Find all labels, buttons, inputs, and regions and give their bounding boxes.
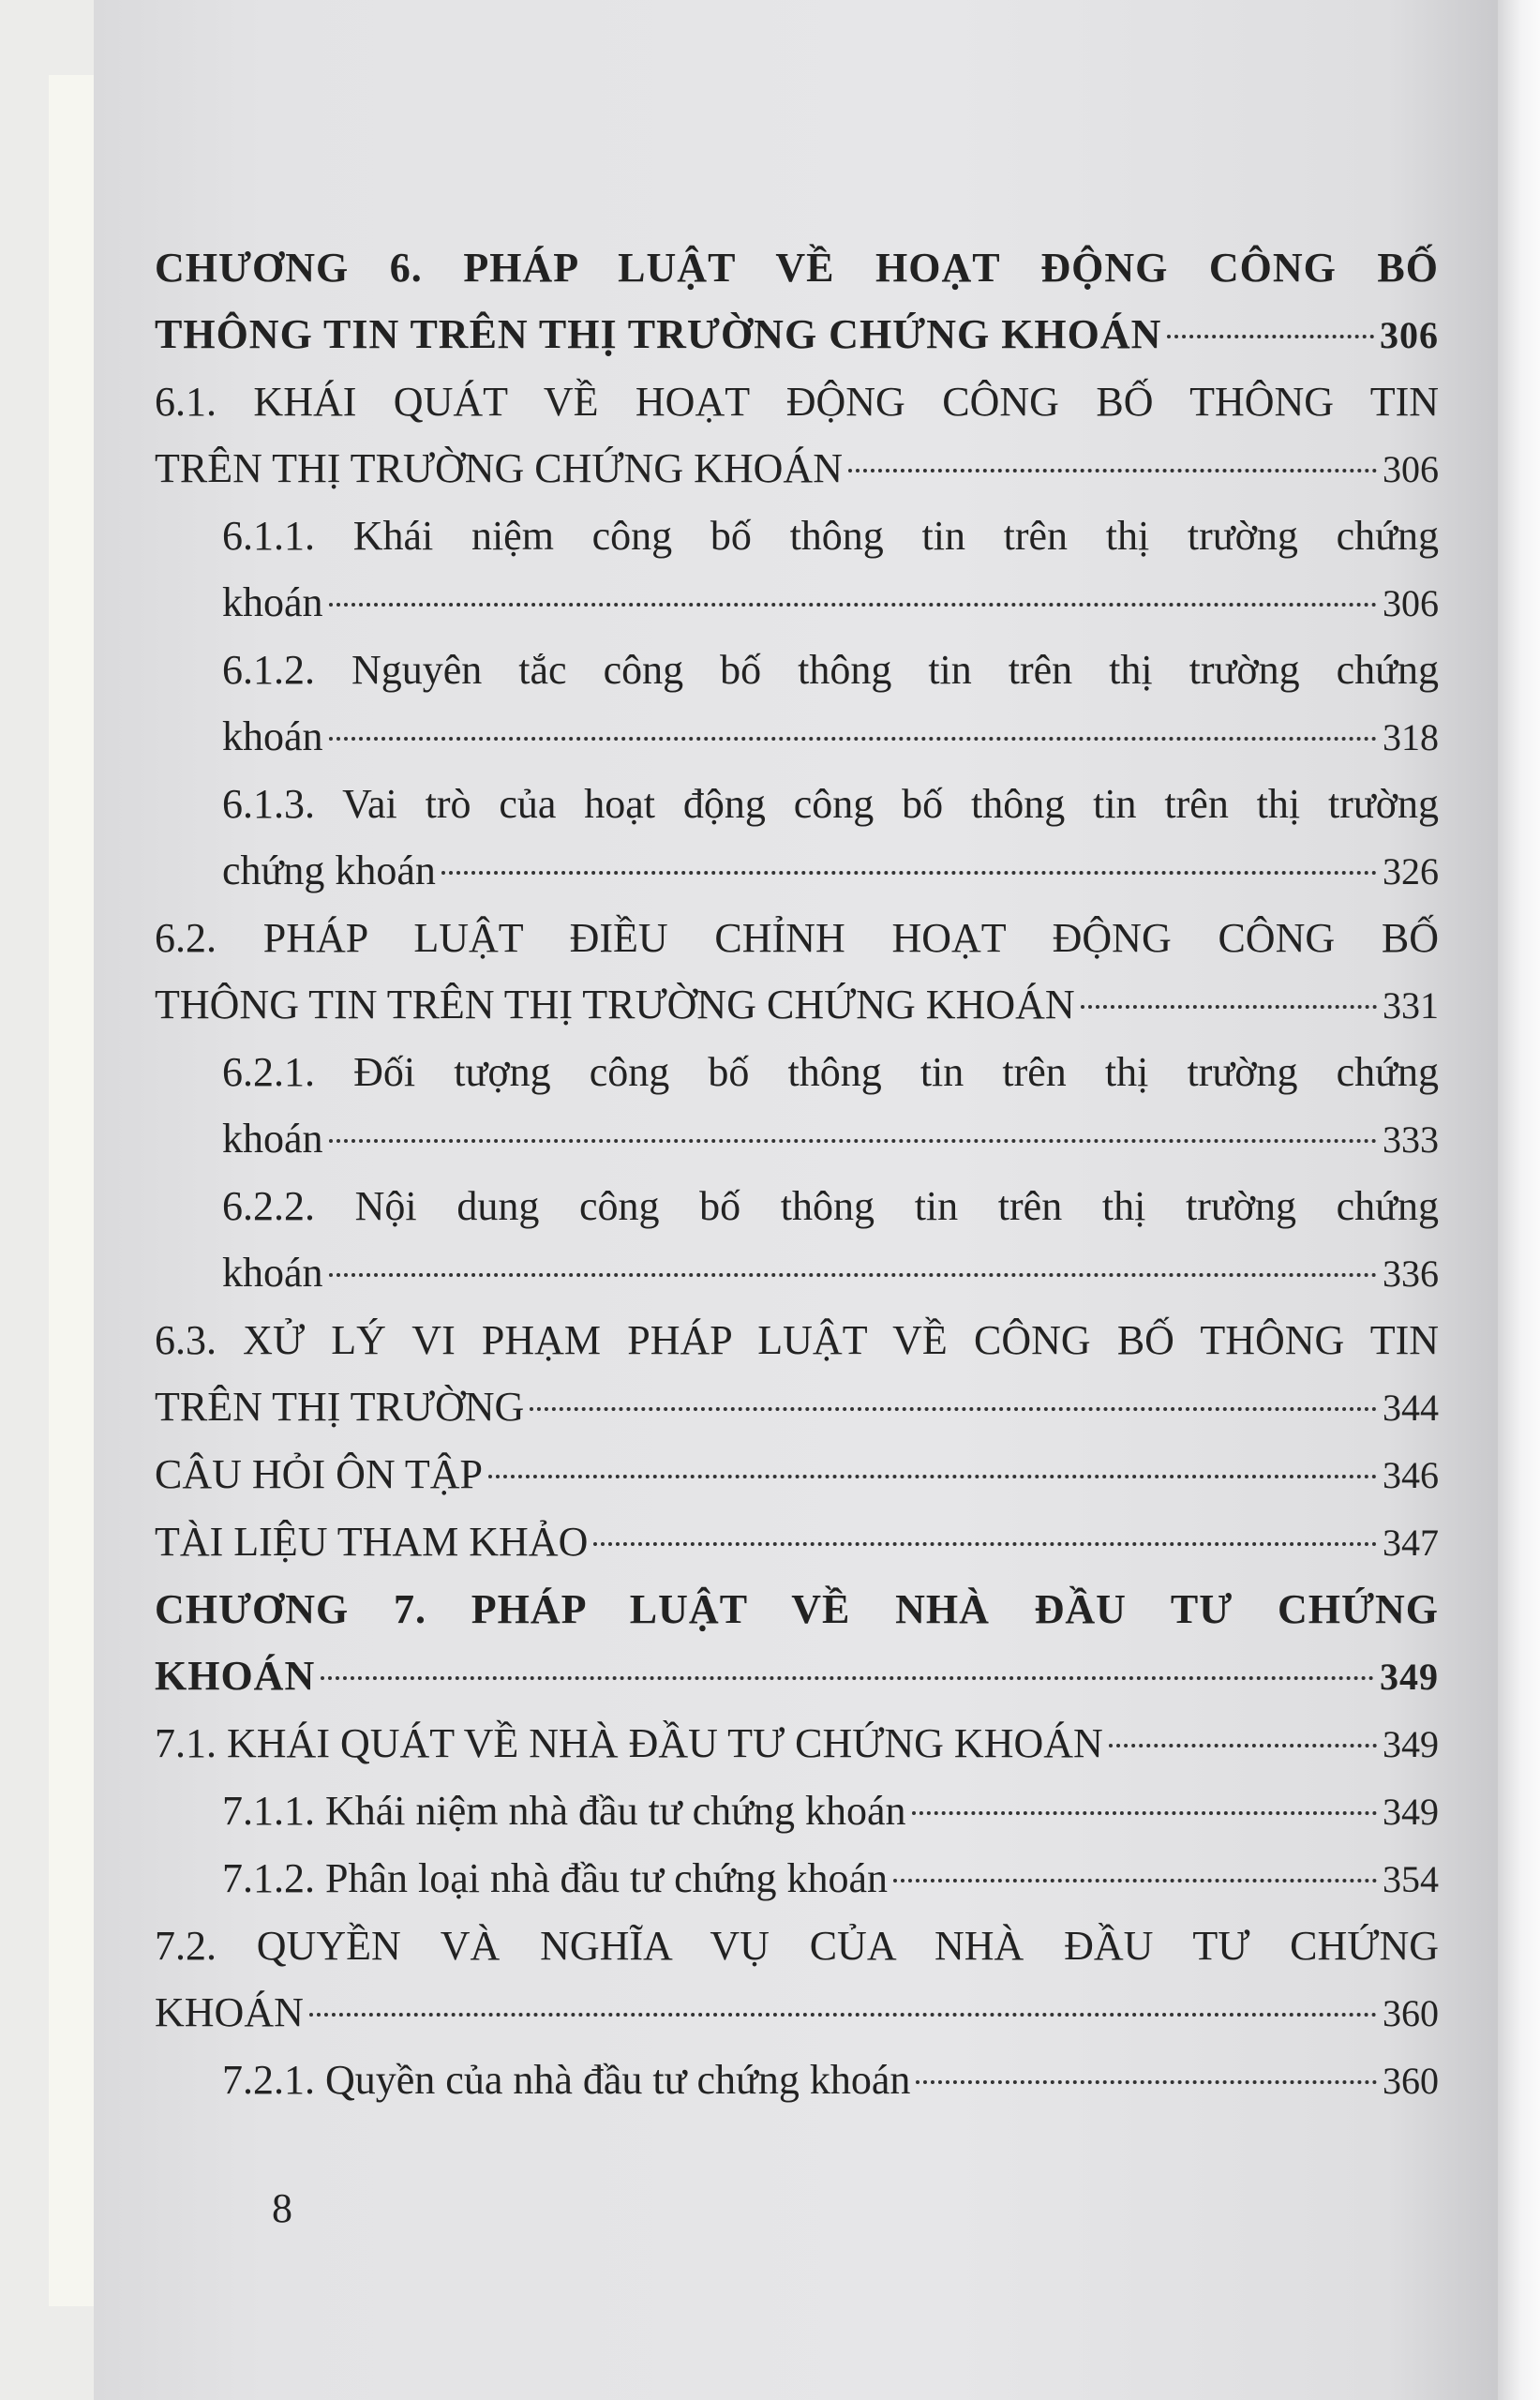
toc-section-entry [155,1912,1439,2047]
toc-entry-last-line [155,971,1439,1039]
toc-entry-title-line: CHƯƠNG 7. PHÁP LUẬT VỀ NHÀ ĐẦU TƯ CHỨNG [155,1586,1439,1632]
toc-section-entry [155,1710,1439,1778]
toc-section-entry [155,1307,1439,1441]
toc-section-entry [155,1441,1439,1508]
toc-entry-title-line: CHƯƠNG 6. PHÁP LUẬT VỀ HOẠT ĐỘNG CÔNG BỐ [155,245,1439,291]
toc-page-number: 360 [1383,2060,1439,2102]
toc-entry-last-line [155,301,1439,368]
toc-chapter-entry [155,1576,1439,1710]
dot-leader [329,1139,1377,1143]
toc-entry-last-line [155,1642,1439,1710]
dot-leader [1167,335,1374,338]
dot-leader [848,469,1377,472]
dot-leader [329,737,1377,741]
toc-entry-title: 7.1. KHÁI QUÁT VỀ NHÀ ĐẦU TƯ CHỨNG KHOÁN [155,1720,1103,1766]
toc-page-number: 344 [1383,1387,1439,1429]
toc-entry-title: KHOÁN [155,1989,304,2035]
toc-subsection-entry [155,2047,1439,2114]
toc-entry-title: TRÊN THỊ TRƯỜNG [155,1384,525,1430]
toc-subsection-entry [155,502,1439,637]
dot-leader [893,1879,1377,1882]
toc-entry-title: 7.2.1. Quyền của nhà đầu tư chứng khoán [222,2057,911,2103]
page-number: 8 [272,2185,292,2231]
toc-entry-last-line [155,435,1439,502]
dot-leader [912,1811,1377,1815]
toc-entry-last-line [155,1979,1439,2047]
toc-subsection-entry [155,1173,1439,1307]
dot-leader [488,1475,1377,1478]
dot-leader [1109,1744,1377,1748]
toc-entry-last-line [222,837,1439,905]
toc-page-number: 318 [1383,716,1439,758]
toc-subsection-entry [155,1845,1439,1912]
toc-entry-title-line: 6.3. XỬ LÝ VI PHẠM PHÁP LUẬT VỀ CÔNG BỐ THÔNG TIN [155,1317,1439,1363]
toc-entry-last-line [222,1778,1439,1845]
toc-entry-title: TÀI LIỆU THAM KHẢO [155,1519,589,1565]
toc-entry-title: khoán [222,713,323,759]
toc-page-number: 331 [1383,984,1439,1027]
toc-page-number: 306 [1383,582,1439,624]
toc-entry-last-line [155,1373,1439,1441]
toc-page-number: 306 [1383,448,1439,490]
toc-entry-last-line [155,1508,1439,1576]
toc-page-number: 333 [1383,1118,1439,1161]
toc-page-number: 347 [1383,1522,1439,1564]
toc-entry-title: TRÊN THỊ TRƯỜNG CHỨNG KHOÁN [155,445,843,491]
dot-leader [329,603,1377,607]
toc-section-entry [155,1508,1439,1576]
toc-entry-last-line [222,1105,1439,1173]
toc-entry-title: khoán [222,579,323,625]
toc-page-number: 306 [1380,314,1439,356]
toc-entry-title: 7.1.2. Phân loại nhà đầu tư chứng khoán [222,1855,889,1901]
toc-entry-title-line: 6.2. PHÁP LUẬT ĐIỀU CHỈNH HOẠT ĐỘNG CÔNG BỐ [155,915,1439,961]
toc-page-number: 354 [1383,1858,1439,1900]
toc-entry-title: CÂU HỎI ÔN TẬP [155,1451,483,1497]
toc-entry-title: THÔNG TIN TRÊN THỊ TRƯỜNG CHỨNG KHOÁN [155,982,1075,1028]
dot-leader [309,2013,1377,2017]
dot-leader [593,1542,1377,1546]
toc-entry-last-line [155,1441,1439,1508]
toc-entry-title-line: 6.1. KHÁI QUÁT VỀ HOẠT ĐỘNG CÔNG BỐ THÔNG TIN [155,379,1439,425]
dot-leader [441,871,1377,875]
toc-entry-last-line [222,2047,1439,2114]
toc-entry-last-line [222,1845,1439,1912]
toc-entry-title: khoán [222,1116,323,1162]
toc-subsection-entry [155,1039,1439,1173]
toc-entry-title-line: 7.2. QUYỀN VÀ NGHĨA VỤ CỦA NHÀ ĐẦU TƯ CHỨNG [155,1923,1439,1969]
toc-page-number: 360 [1383,1992,1439,2034]
dot-leader [916,2080,1377,2084]
table-of-contents [155,234,1439,2114]
toc-section-entry [155,905,1439,1039]
toc-entry-title-line: 6.1.3. Vai trò của hoạt động công bố thông tin trên thị trường [222,781,1439,827]
toc-chapter-entry [155,234,1439,368]
book-binding-strip [49,75,95,2306]
dot-leader [329,1273,1377,1277]
toc-subsection-entry [155,637,1439,771]
toc-page-number: 346 [1383,1454,1439,1496]
dot-leader [321,1676,1374,1680]
dot-leader [1081,1005,1377,1009]
toc-subsection-entry [155,1778,1439,1845]
toc-page-number: 326 [1383,850,1439,892]
toc-entry-title-line: 6.1.2. Nguyên tắc công bố thông tin trên thị trường chứng [222,647,1439,693]
toc-page-number: 336 [1383,1252,1439,1295]
toc-entry-title-line: 6.2.1. Đối tượng công bố thông tin trên thị trường chứng [222,1049,1439,1095]
dot-leader [530,1407,1377,1411]
toc-entry-last-line [222,569,1439,637]
toc-entry-last-line [155,1710,1439,1778]
toc-entry-last-line [222,703,1439,771]
toc-entry-title-line: 6.2.2. Nội dung công bố thông tin trên thị trường chứng [222,1183,1439,1229]
toc-entry-title: THÔNG TIN TRÊN THỊ TRƯỜNG CHỨNG KHOÁN [155,311,1162,357]
toc-entry-title-line: 6.1.1. Khái niệm công bố thông tin trên thị trường chứng [222,513,1439,559]
right-page-edge [1498,0,1540,2400]
toc-entry-title: chứng khoán [222,848,436,893]
toc-subsection-entry [155,771,1439,905]
toc-entry-last-line [222,1239,1439,1307]
toc-page-number: 349 [1383,1791,1439,1833]
toc-page-number: 349 [1383,1723,1439,1765]
toc-entry-title: 7.1.1. Khái niệm nhà đầu tư chứng khoán [222,1788,906,1834]
toc-page-number: 349 [1380,1656,1439,1698]
toc-section-entry [155,368,1439,502]
toc-entry-title: KHOÁN [155,1653,316,1699]
toc-entry-title: khoán [222,1250,323,1296]
